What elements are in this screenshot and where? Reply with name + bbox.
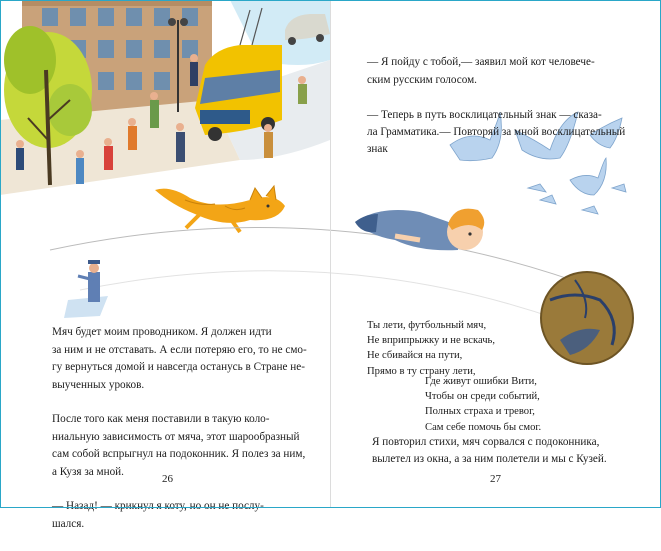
poem-stanza-2: Где живут ошибки Вити, Чтобы он среди событий, Полных страха и тревог, Сам себе помочь бы смог.: [425, 376, 542, 433]
page-number-right: 27: [490, 473, 501, 485]
paragraph: — Назад! — крикнул я коту, но он не послу- шался.: [52, 500, 264, 530]
paragraph: После того как меня поставили в такую коло- ниальную зависимость от мяча, этот шарообразный сам собой вспрыгнул на подоконник. Я полез за ним, а Кузя за мной.: [52, 413, 306, 478]
page-number-left: 26: [162, 473, 173, 485]
paragraph: — Теперь в путь восклицательный знак — сказа- ла Грамматика.— Повторяй за мной восклицательный знак: [367, 108, 626, 156]
paragraph: Мяч будет моим проводником. Я должен идти за ним и не отставать. А если потеряю его, то не смо- гу вернуться домой и навсегда останусь в Стране не- выученных уроков.: [52, 326, 307, 391]
poem-stanza-1: Ты лети, футбольный мяч, Не вприпрыжку и не вскачь, Не сбивайся на пути, Прямо в ту страну лети,: [367, 320, 496, 377]
right-page-body: Я повторил стихи, мяч сорвался с подоконника, вылетел из окна, а за ним полетели и мы с Кузей.: [372, 436, 607, 466]
paragraph: — Я пойду с тобой,— заявил мой кот человече- ским русским голосом.: [367, 56, 595, 86]
